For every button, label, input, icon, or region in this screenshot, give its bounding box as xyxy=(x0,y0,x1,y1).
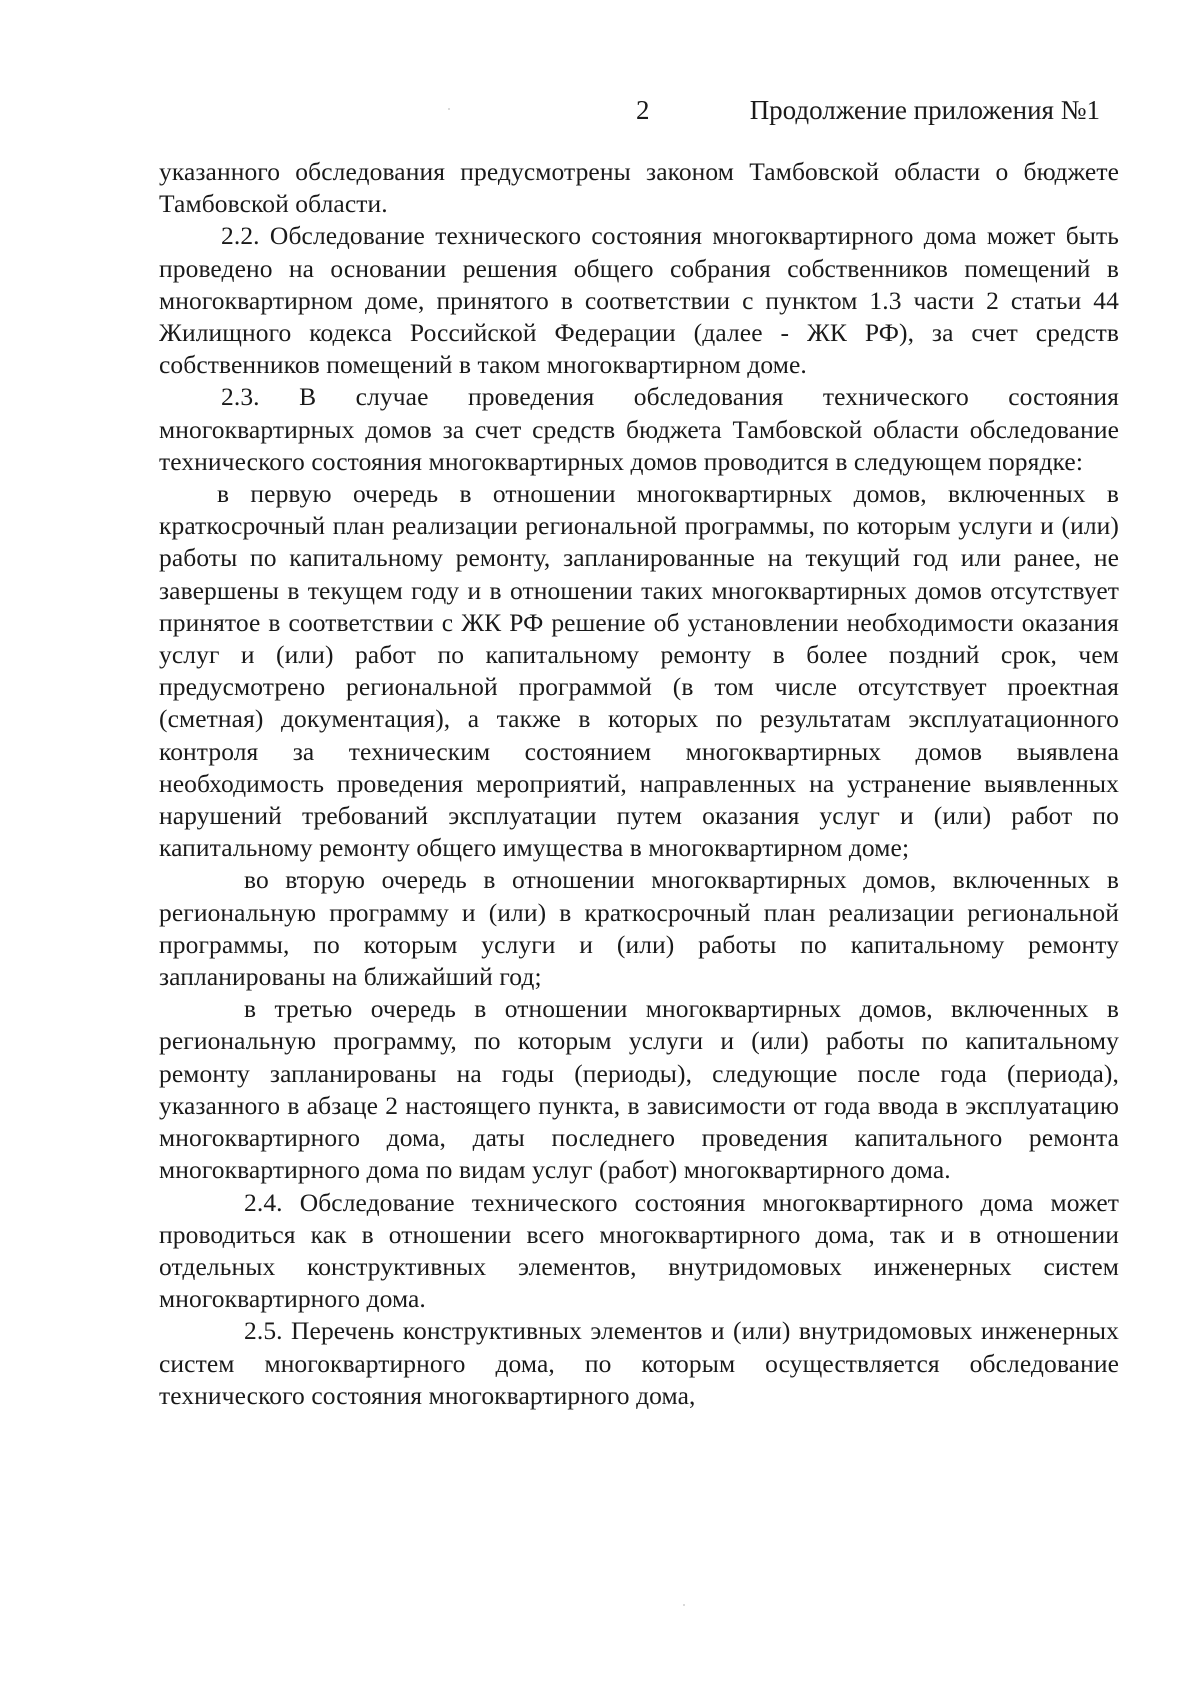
paragraph-2-4: 2.4. Обследование технического состояния многоквартирного дома может проводиться как в отношении всего многоквартирного дома, так и в отношении отдельных конструктивных элементов, внутридомовых инженерных систем многоквартирного дома. xyxy=(159,1187,1119,1314)
paragraph-third-priority: в третью очередь в отношении многоквартирных домов, включенных в региональную программу, по которым услуги и (или) работы по капитальному ремонту запланированы на годы (периоды), следующие после года (периода), указанного в абзаце 2 настоящего пункта, в зависимости от года ввода в эксплуатацию многоквартирного дома, даты последнего проведения капитального ремонта многоквартирного дома по видам услуг (работ) многоквартирного дома. xyxy=(159,994,1119,1185)
scan-speck xyxy=(683,1604,685,1606)
paragraph-continuation: указанного обследования предусмотрены законом Тамбовской области о бюджете Тамбовской области. xyxy=(159,157,1119,219)
paragraph-2-3: 2.3. В случае проведения обследования технического состояния многоквартирных домов за счет средств бюджета Тамбовской области обследование технического состояния многоквартирных домов проводится в следующем порядке: xyxy=(159,382,1119,476)
paragraph-second-priority: во вторую очередь в отношении многоквартирных домов, включенных в региональную программу и (или) в краткосрочный план реализации региональной программы, по которым услуги и (или) работы по капитальному ремонту запланированы на ближайший год; xyxy=(159,865,1119,992)
paragraph-2-5: 2.5. Перечень конструктивных элементов и (или) внутридомовых инженерных систем многоквартирного дома, по которым осуществляется обследование технического состояния многоквартирного дома, xyxy=(159,1316,1119,1410)
page-header xyxy=(0,92,1200,132)
scan-speck xyxy=(448,108,450,110)
document-body xyxy=(159,156,1119,1412)
paragraph-first-priority: в первую очередь в отношении многоквартирных домов, включенных в краткосрочный план реализации региональной программы, по которым услуги и (или) работы по капитальному ремонту, запланированные на текущий год или ранее, не завершены в текущем году и в отношении таких многоквартирных домов отсутствует принятое в соответствии с ЖК РФ решение об установлении необходимости оказания услуг и (или) работ по капитальному ремонту в более поздний срок, чем предусмотрено региональной программой (в том числе отсутствует проектная (сметная) документация), а также в которых по результатам эксплуатационного контроля за техническим состоянием многоквартирных домов выявлена необходимость проведения мероприятий, направленных на устранение выявленных нарушений требований эксплуатации путем оказания услуг и (или) работ по капитальному ремонту общего имущества в многоквартирном доме; xyxy=(159,479,1119,863)
page-number: 2 xyxy=(636,95,650,125)
appendix-continuation-title: Продолжение приложения №1 xyxy=(749,95,1100,125)
paragraph-2-2: 2.2. Обследование технического состояния многоквартирного дома может быть проведено на основании решения общего собрания собственников помещений в многоквартирном доме, принятого в соответствии с пунктом 1.3 части 2 статьи 44 Жилищного кодекса Российской Федерации (далее - ЖК РФ), за счет средств собственников помещений в таком многоквартирном доме. xyxy=(159,221,1119,380)
